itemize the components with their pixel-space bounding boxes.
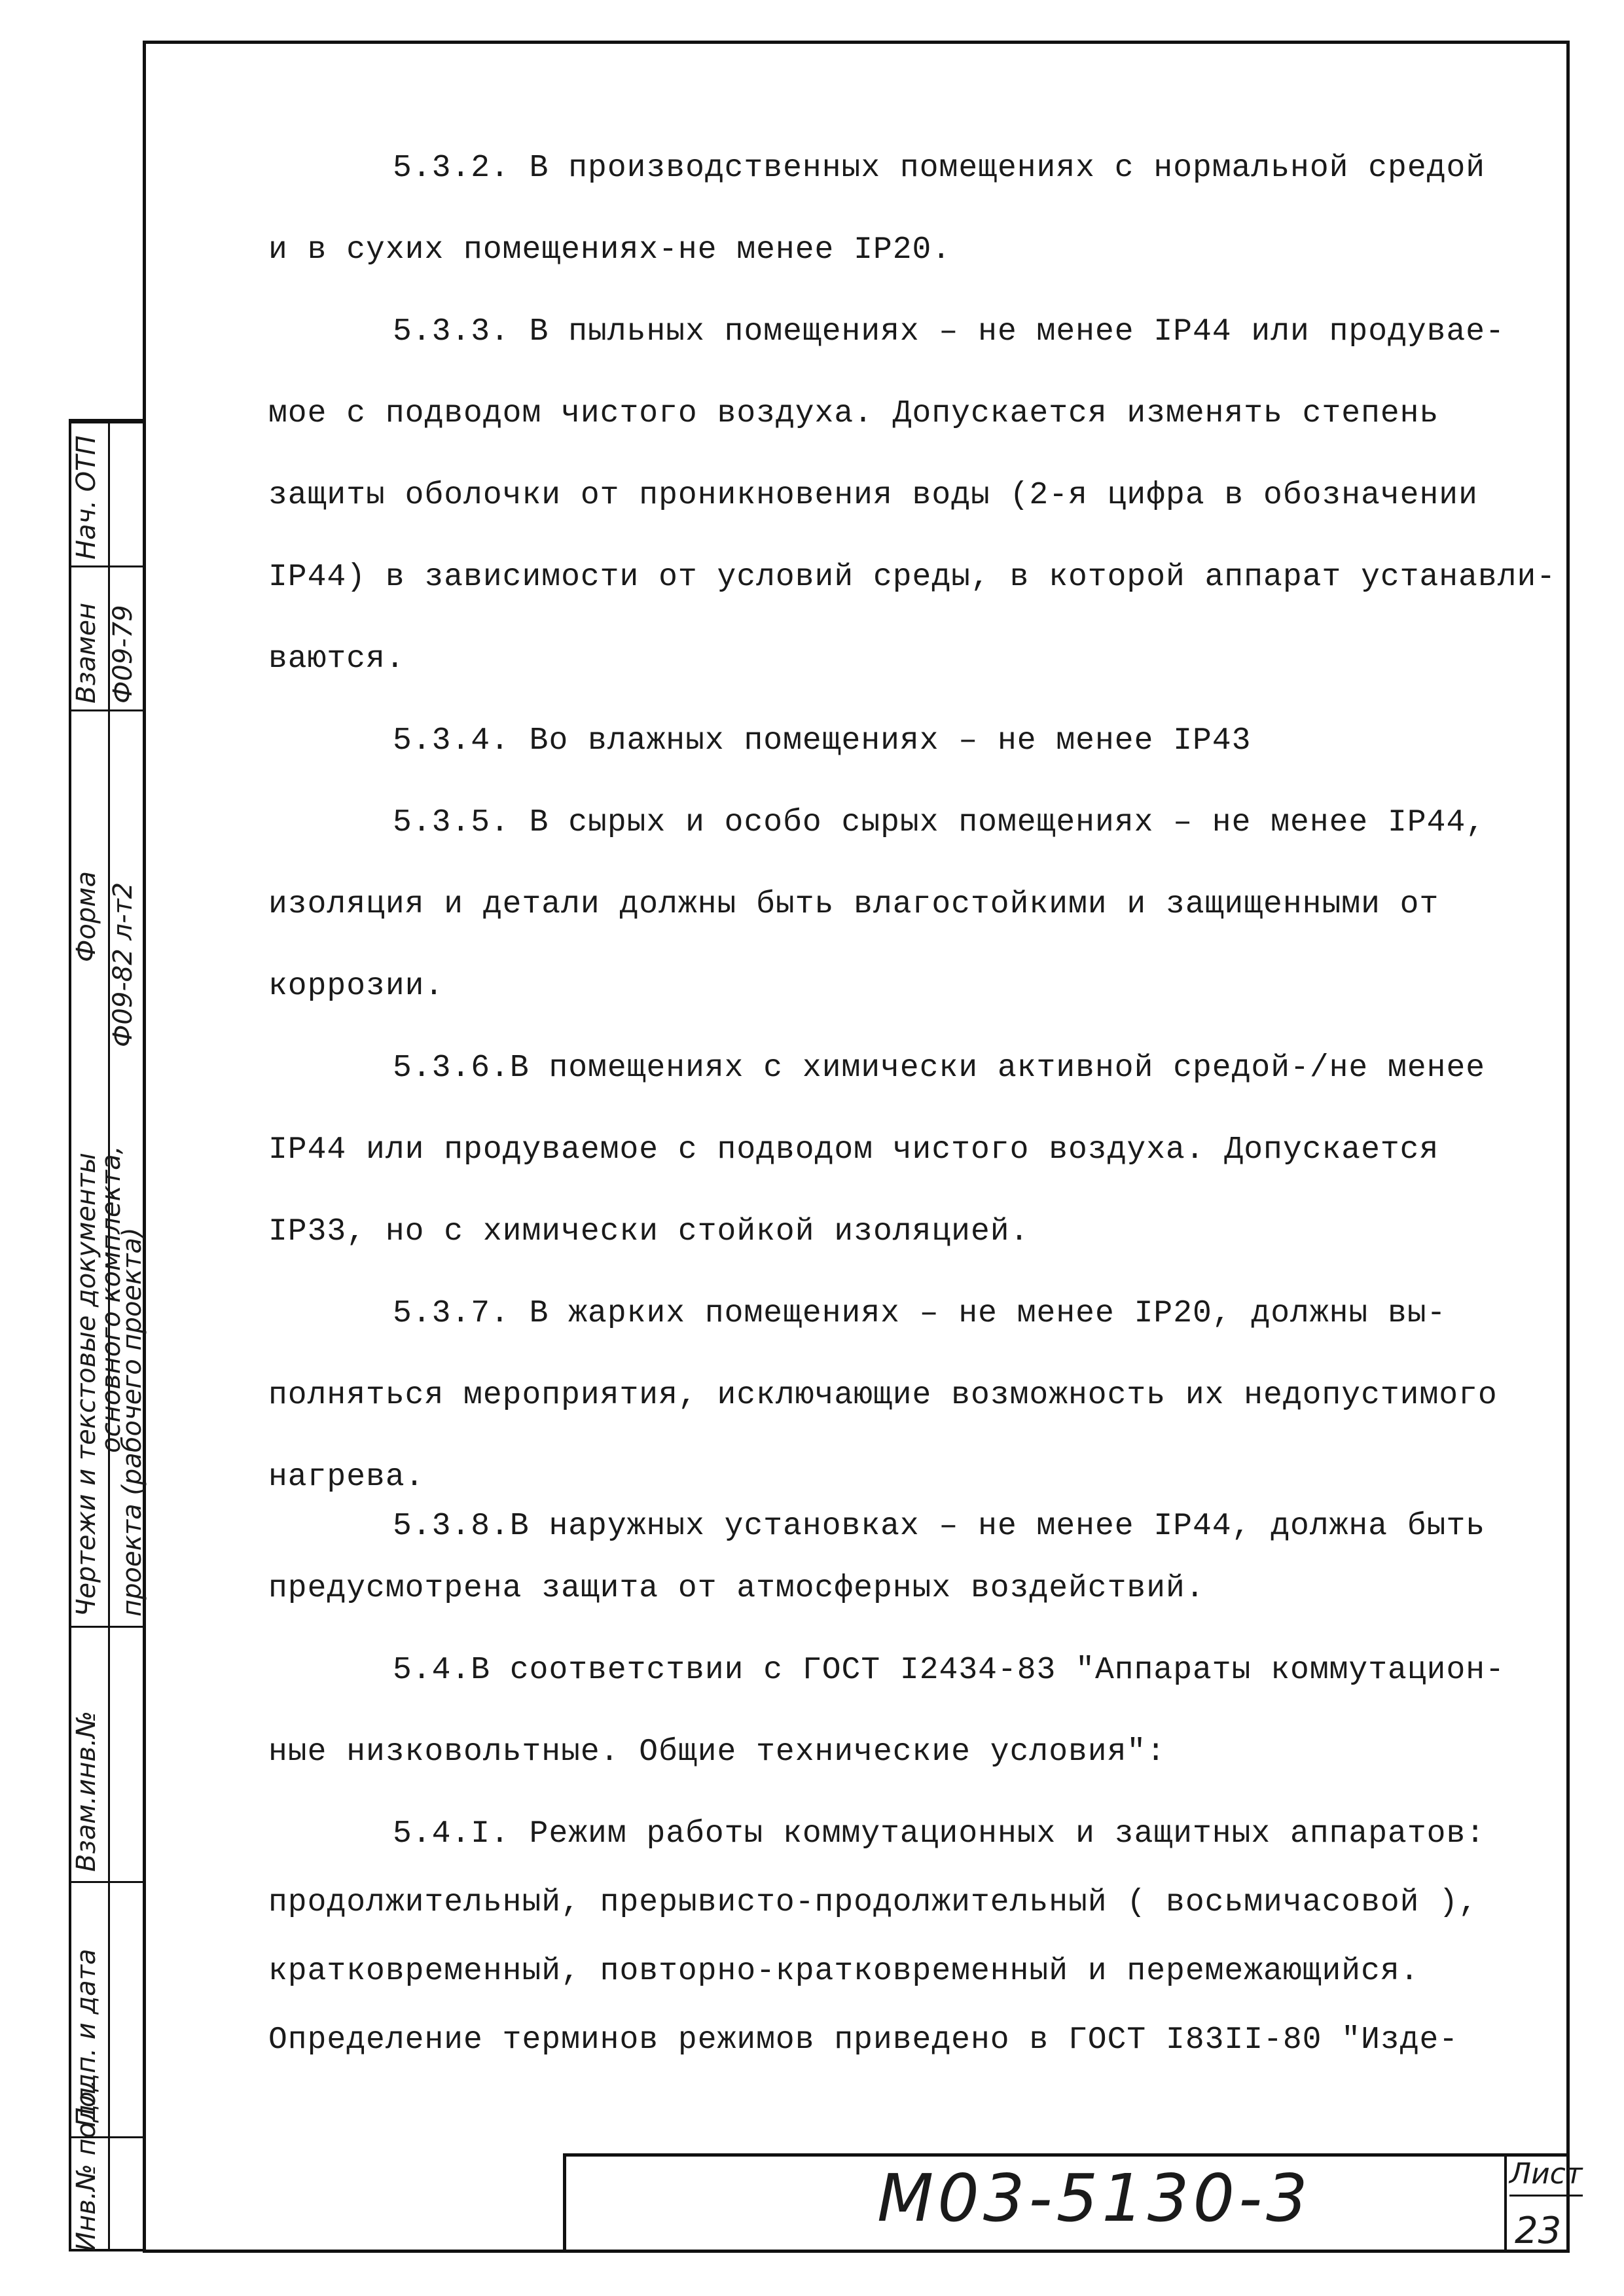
stamp-forma-value: Ф09-82 л-т2: [108, 882, 138, 1047]
document-code: М03-5130-3: [877, 2160, 1312, 2236]
text-line: защиты оболочки от проникновения воды (2-я цифра в обозначении: [268, 478, 1478, 513]
text-line: кратковременный, повторно-кратковременный и перемежающийся.: [268, 1954, 1420, 1989]
text-line: 5.3.8.В наружных установках – не менее IP44, должна быть: [393, 1509, 1486, 1544]
text-line: ваются.: [268, 641, 405, 677]
text-line: полняться мероприятия, исключающие возможность их недопустимого: [268, 1378, 1498, 1413]
stamp-basic-set: основного комплекта,: [96, 1145, 126, 1453]
stamp-project: проекта (рабочего проекта): [117, 1227, 147, 1617]
stamp-vzam-inv: Взам.инв.№: [71, 1710, 101, 1872]
text-line: и в сухих помещениях-не менее IP20.: [268, 232, 952, 268]
text-line: коррозии.: [268, 969, 444, 1004]
text-line: 5.3.4. Во влажных помещениях – не менее IP43: [393, 723, 1252, 759]
text-line: 5.3.5. В сырых и особо сырых помещениях – не менее IP44,: [393, 805, 1486, 840]
stamp-inv-podl: Инв.№ подл.: [71, 2079, 101, 2251]
text-line: 5.3.2. В производственных помещениях с нормальной средой: [393, 151, 1486, 186]
text-line: 5.3.7. В жарких помещениях – не менее IP20, должны вы-: [393, 1296, 1447, 1331]
text-line: мое с подводом чистого воздуха. Допускается изменять степень: [268, 396, 1439, 431]
text-line: продолжительный, прерывисто-продолжительный ( восьмичасовой ),: [268, 1885, 1478, 1920]
sheet-label: Лист: [1509, 2157, 1583, 2197]
text-line: 5.3.3. В пыльных помещениях – не менее IP44 или продувае-: [393, 314, 1505, 350]
text-line: изоляция и детали должны быть влагостойкими и защищенными от: [268, 887, 1439, 922]
text-line: ные низковольтные. Общие технические условия":: [268, 1734, 1166, 1770]
stamp-nach-otp: Нач. ОТП: [71, 435, 101, 560]
text-line: IP44) в зависимости от условий среды, в которой аппарат устанавли-: [268, 560, 1557, 595]
text-line: IP44 или продуваемое с подводом чистого воздуха. Допускается: [268, 1132, 1439, 1168]
text-line: предусмотрена защита от атмосферных воздействий.: [268, 1571, 1205, 1606]
text-line: нагрева.: [268, 1460, 425, 1495]
stamp-forma: Форма: [71, 871, 101, 962]
stamp-podp-data: Подп. и дата: [71, 1948, 101, 2127]
text-line: 5.4.В соответствии с ГОСТ I2434-83 "Аппараты коммутацион-: [393, 1653, 1505, 1688]
sheet-number: 23: [1515, 2210, 1562, 2252]
text-line: 5.4.I. Режим работы коммутационных и защитных аппаратов:: [393, 1816, 1486, 1852]
text-line: 5.3.6.В помещениях с химически активной средой-/не менее: [393, 1050, 1486, 1086]
text-line: IP33, но с химически стойкой изоляцией.: [268, 1214, 1030, 1249]
stamp-drawings: Чертежи и текстовые документы: [71, 1153, 101, 1617]
stamp-vzamen-value: Ф09-79: [108, 605, 138, 704]
stamp-vzamen: Взамен: [71, 602, 101, 704]
text-line: Определение терминов режимов приведено в ГОСТ I83II-80 "Изде-: [268, 2022, 1459, 2058]
